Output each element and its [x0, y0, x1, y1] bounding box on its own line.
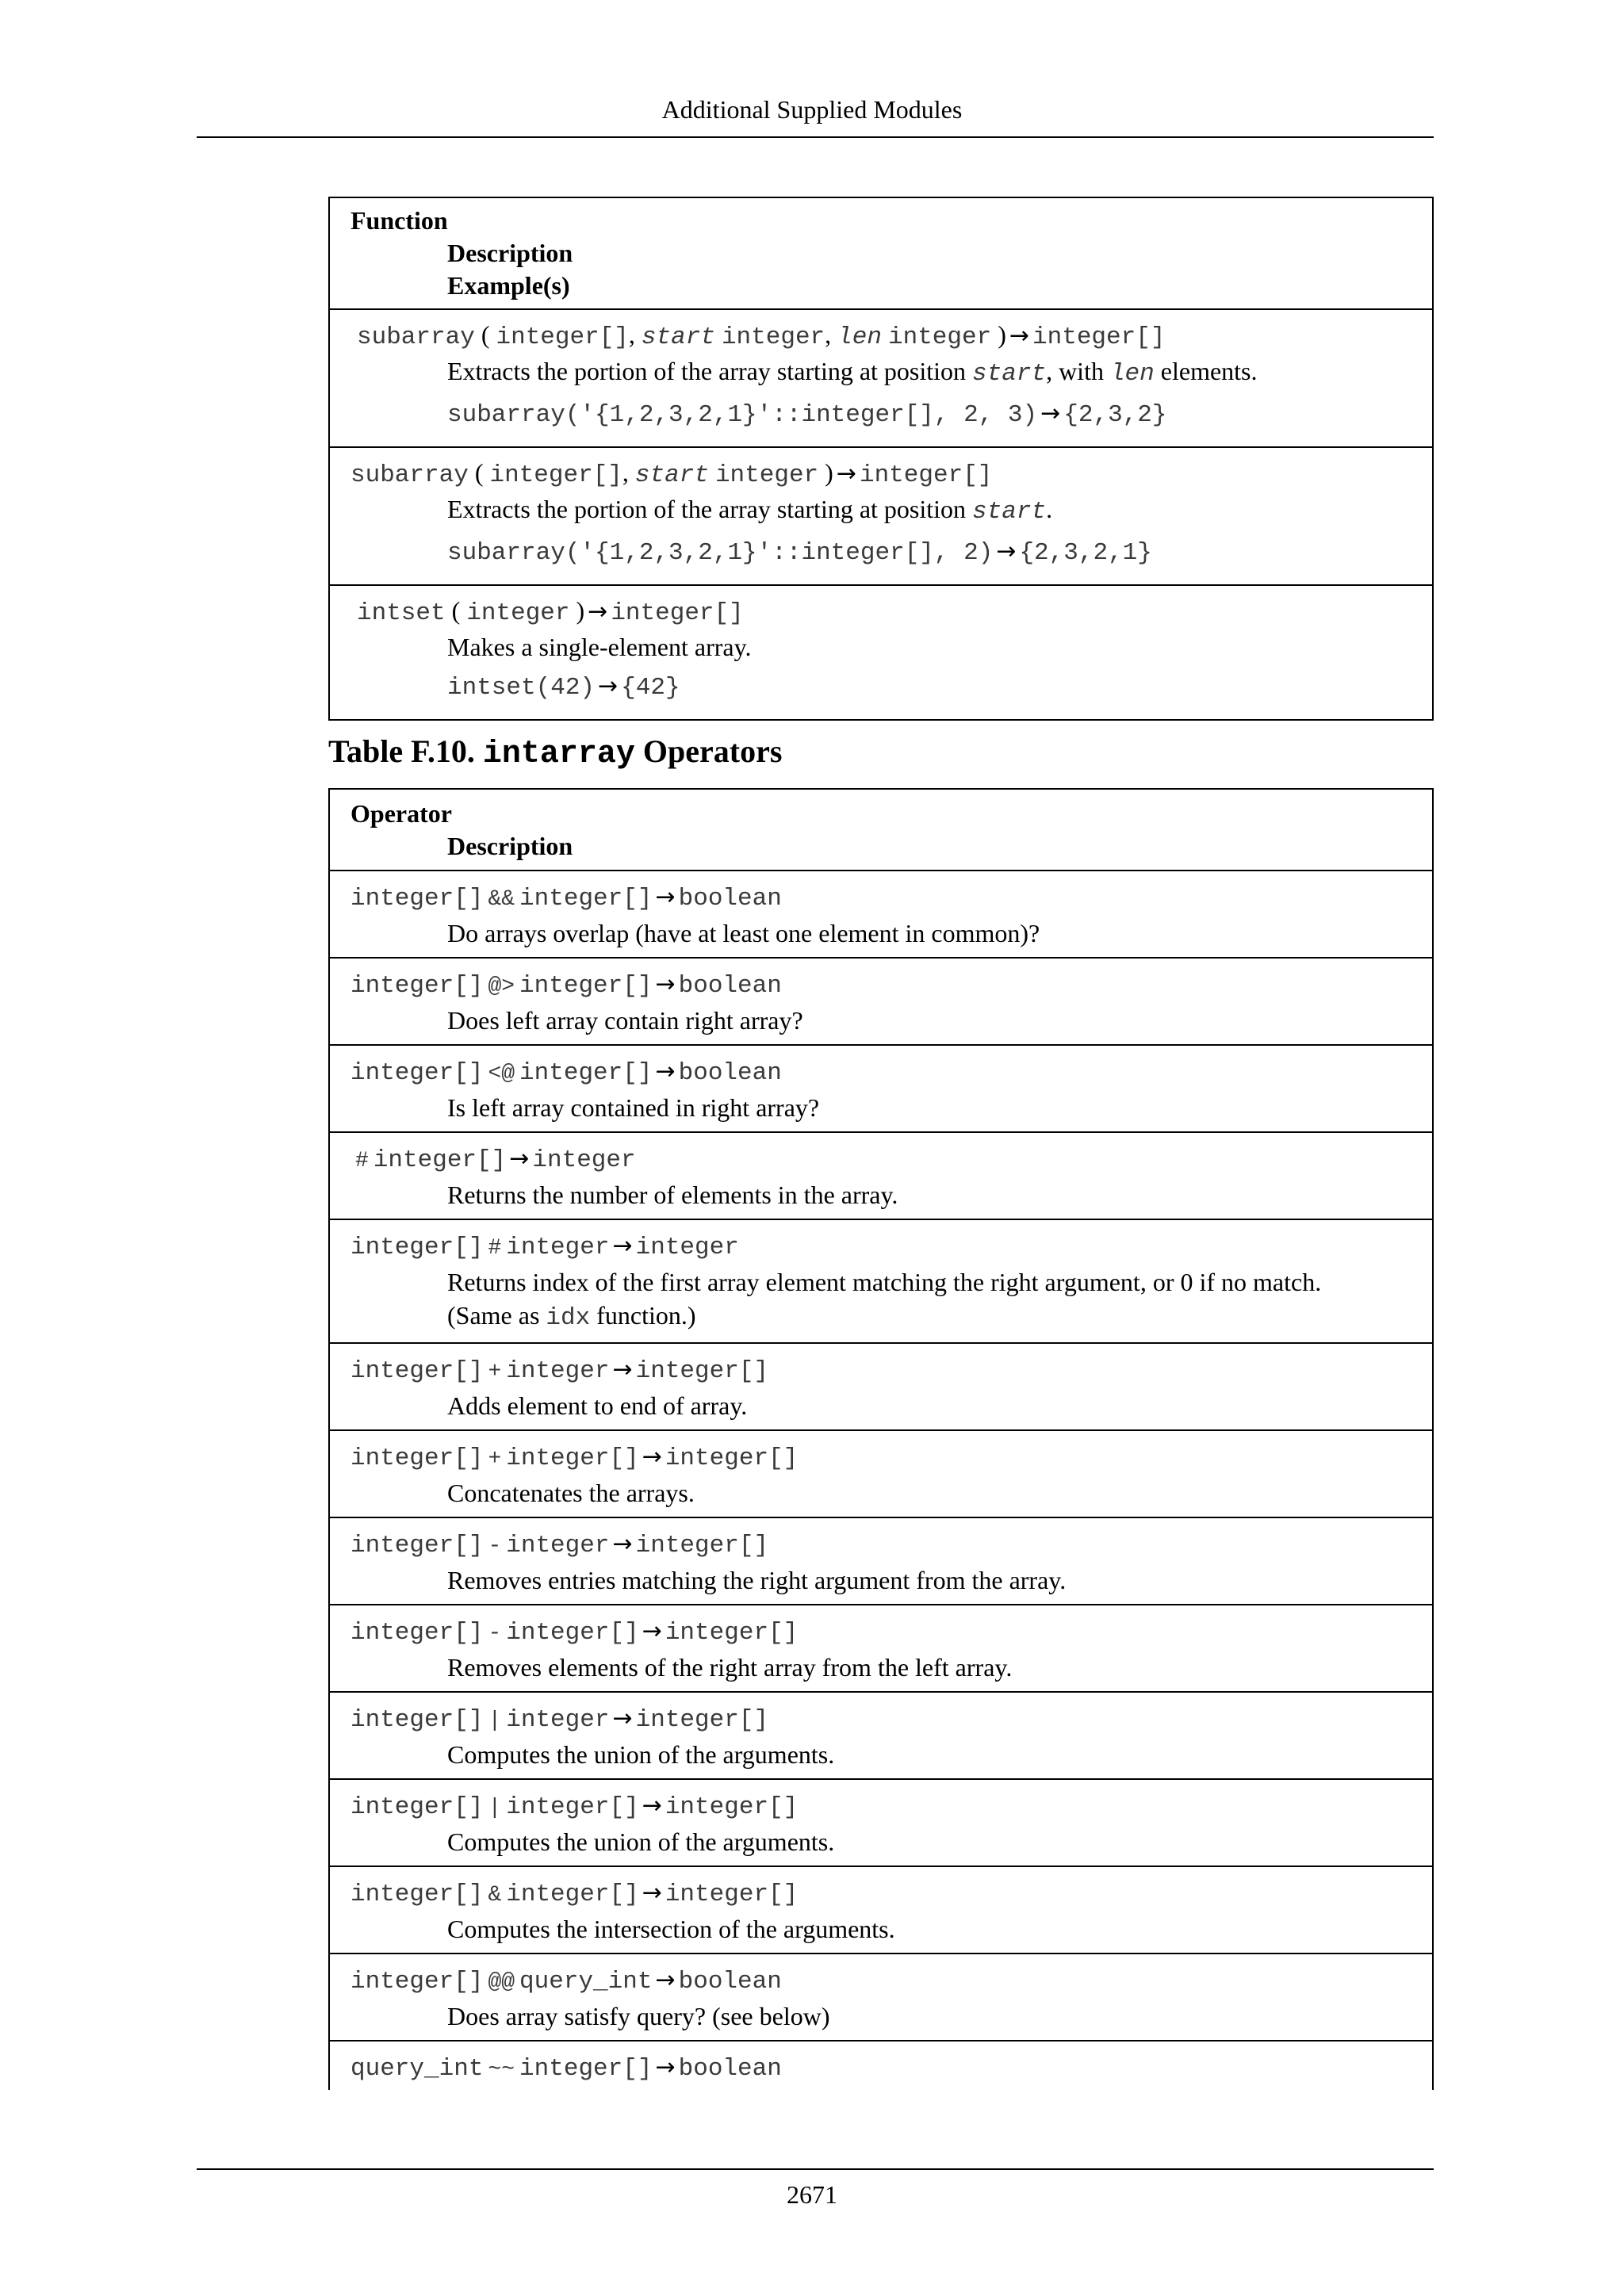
operator-description-note: (Same as idx function.): [447, 1301, 696, 1332]
left-operand-type: integer[]: [350, 1532, 484, 1559]
return-type: integer[]: [635, 1532, 769, 1559]
right-operand-type: integer[]: [506, 1619, 639, 1647]
function-name: subarray: [350, 461, 469, 489]
left-operand-type: integer[]: [350, 1968, 484, 1996]
left-operand-type: integer[]: [350, 1445, 484, 1472]
function-example: subarray('{1,2,3,2,1}'::integer[], 2) → {2,3,2,1}: [447, 538, 1152, 567]
table-row: [329, 1779, 1433, 1866]
right-operand-type: query_int: [519, 1968, 653, 1996]
operator-description: Adds element to end of array.: [447, 1391, 748, 1420]
operator-symbol: #: [355, 1149, 369, 1173]
operator-signature: [350, 1526, 1413, 1563]
returns-arrow: →: [642, 1792, 662, 1820]
returns-arrow: →: [612, 1356, 633, 1383]
return-type: integer[]: [859, 461, 993, 489]
return-type: boolean: [678, 1968, 782, 1996]
column-header-examples: Example(s): [447, 271, 570, 300]
returns-arrow: →: [655, 970, 676, 998]
right-operand-type: integer[]: [519, 885, 653, 913]
functions-table: [328, 197, 1434, 721]
operator-symbol: &: [488, 1883, 502, 1908]
operator-description: Do arrays overlap (have at least one element in common)?: [447, 919, 1040, 947]
arg-type: integer: [466, 599, 570, 627]
return-type: integer[]: [665, 1619, 799, 1647]
running-header: Additional Supplied Modules: [661, 95, 963, 124]
left-operand-type: integer[]: [350, 1706, 484, 1734]
operator-signature: [350, 1613, 1413, 1651]
right-operand-type: integer[]: [519, 1059, 653, 1087]
arg-name: start: [634, 461, 709, 489]
arg-type: integer: [721, 323, 825, 351]
right-operand-type: integer[]: [506, 1881, 639, 1908]
operator-signature: [350, 1962, 1413, 1999]
operator-symbol: @@: [488, 1970, 515, 1995]
arg-name: start: [641, 323, 715, 351]
operator-description: Computes the union of the arguments.: [447, 1827, 835, 1856]
return-type: boolean: [678, 972, 782, 1000]
returns-arrow: →: [655, 883, 676, 911]
arg-type: integer[]: [496, 323, 629, 351]
operator-symbol: |: [488, 1709, 502, 1733]
function-name: intset: [357, 599, 446, 627]
return-type: integer[]: [665, 1445, 799, 1472]
returns-arrow: →: [612, 1530, 633, 1558]
return-type: integer[]: [1032, 323, 1166, 351]
return-type: integer: [635, 1234, 739, 1261]
returns-arrow: →: [509, 1145, 530, 1173]
footer-rule: [197, 2168, 1434, 2170]
table-row: [329, 1866, 1433, 1954]
function-description: Extracts the portion of the array starting at position start.: [447, 495, 1053, 526]
left-operand-type: query_int: [350, 2055, 484, 2083]
arg-name: len: [837, 323, 882, 351]
function-description: Extracts the portion of the array starting at position start, with len elements.: [447, 357, 1258, 388]
right-operand-type: integer[]: [373, 1146, 507, 1174]
column-header-function: Function: [350, 206, 448, 235]
operator-signature: [350, 1054, 1413, 1091]
table-row: [329, 585, 1433, 720]
operator-symbol: &&: [488, 887, 515, 912]
arg-type: integer: [714, 461, 819, 489]
left-operand-type: integer[]: [350, 1059, 484, 1087]
operator-description: Returns the number of elements in the array.: [447, 1181, 898, 1209]
function-example: intset(42) → {42}: [447, 672, 680, 702]
operator-description: Concatenates the arrays.: [447, 1479, 695, 1507]
operators-table: [328, 788, 1434, 2090]
right-operand-type: integer: [506, 1706, 610, 1734]
table-row: [329, 1517, 1433, 1605]
table-header-row: [329, 789, 1433, 871]
function-example: subarray('{1,2,3,2,1}'::integer[], 2, 3) → {2,3,2}: [447, 400, 1167, 429]
left-operand-type: integer[]: [350, 1357, 484, 1385]
page-number: 2671: [787, 2180, 837, 2209]
operator-signature: [350, 1439, 1413, 1476]
return-type: integer[]: [665, 1793, 799, 1821]
left-operand-type: integer[]: [350, 1793, 484, 1821]
right-operand-type: integer[]: [519, 2055, 653, 2083]
operator-signature: [350, 1788, 1413, 1825]
operator-description: Does array satisfy query? (see below): [447, 2002, 830, 2030]
right-operand-type: integer[]: [506, 1445, 639, 1472]
right-operand-type: integer: [506, 1357, 610, 1385]
table-header-row: [329, 197, 1433, 309]
left-operand-type: integer[]: [350, 1619, 484, 1647]
table-caption: Table F.10. intarray Operators: [328, 733, 783, 772]
operator-signature: [350, 966, 1413, 1004]
returns-arrow: →: [655, 1058, 676, 1085]
left-operand-type: integer[]: [350, 972, 484, 1000]
operator-symbol: <@: [488, 1062, 515, 1086]
returns-arrow: →: [642, 1443, 662, 1471]
right-operand-type: integer[]: [506, 1793, 639, 1821]
table-row: [329, 871, 1433, 958]
table-row: [329, 1343, 1433, 1430]
arg-type: integer[]: [489, 461, 622, 489]
returns-arrow: →: [642, 1879, 662, 1907]
operator-symbol: +: [488, 1447, 502, 1471]
return-type: boolean: [678, 2055, 782, 2083]
right-operand-type: integer: [506, 1532, 610, 1559]
return-type: boolean: [678, 1059, 782, 1087]
operator-symbol: |: [488, 1796, 502, 1820]
returns-arrow: →: [612, 1232, 633, 1260]
return-type: integer[]: [635, 1357, 769, 1385]
operator-symbol: -: [488, 1621, 502, 1646]
return-type: integer: [532, 1146, 636, 1174]
operator-signature: [350, 1352, 1413, 1389]
returns-arrow: →: [655, 2053, 676, 2081]
operator-signature: [350, 1875, 1413, 1912]
return-type: integer[]: [635, 1706, 769, 1734]
arg-type: integer: [887, 323, 992, 351]
table-row: [329, 1605, 1433, 1692]
function-name: subarray: [357, 323, 475, 351]
table-row: [329, 1430, 1433, 1517]
operator-description: Returns index of the first array element matching the right argument, or 0 if no match.: [447, 1268, 1322, 1296]
column-header-description: Description: [447, 832, 573, 860]
operator-description: Is left array contained in right array?: [447, 1093, 820, 1122]
operator-description: Computes the intersection of the arguments.: [447, 1915, 895, 1943]
operator-signature: [350, 2049, 1413, 2087]
table-row: [329, 447, 1433, 585]
column-header-description: Description: [447, 239, 573, 267]
table-row: [329, 1132, 1433, 1219]
table-row: [329, 1219, 1433, 1343]
table-row: [329, 2041, 1433, 2090]
operator-signature: [350, 879, 1413, 916]
operator-symbol: #: [488, 1236, 502, 1261]
function-signature: subarray ( integer[], start integer, len integer ) → integer[]: [357, 320, 1166, 351]
operator-symbol: @>: [488, 974, 515, 999]
right-operand-type: integer[]: [519, 972, 653, 1000]
left-operand-type: integer[]: [350, 885, 484, 913]
table-row: [329, 1045, 1433, 1132]
left-operand-type: integer[]: [350, 1234, 484, 1261]
returns-arrow: →: [612, 1705, 633, 1732]
operator-description: Removes entries matching the right argument from the array.: [447, 1566, 1067, 1594]
table-row: [329, 1954, 1433, 2041]
header-rule: [197, 136, 1434, 138]
function-signature: intset ( integer ) → integer[]: [357, 596, 744, 627]
operator-description: Computes the union of the arguments.: [447, 1740, 835, 1769]
column-header-operator: Operator: [350, 799, 452, 828]
operator-symbol: -: [488, 1534, 502, 1559]
right-operand-type: integer: [506, 1234, 610, 1261]
operator-signature: [350, 1141, 1413, 1178]
return-type: integer[]: [611, 599, 744, 627]
left-operand-type: integer[]: [350, 1881, 484, 1908]
return-type: integer[]: [665, 1881, 799, 1908]
function-description: Makes a single-element array.: [447, 633, 752, 661]
table-row: [329, 1692, 1433, 1779]
return-type: boolean: [678, 885, 782, 913]
operator-description: Removes elements of the right array from the left array.: [447, 1653, 1013, 1682]
returns-arrow: →: [655, 1966, 676, 1994]
operator-symbol: +: [488, 1360, 502, 1384]
table-row: [329, 309, 1433, 447]
operator-signature: [350, 1701, 1413, 1738]
table-row: [329, 958, 1433, 1045]
operator-signature: [350, 1228, 1413, 1265]
function-signature: subarray ( integer[], start integer ) → integer[]: [350, 458, 993, 489]
operator-symbol: ~~: [488, 2057, 515, 2082]
returns-arrow: →: [642, 1617, 662, 1645]
operator-description: Does left array contain right array?: [447, 1006, 803, 1035]
